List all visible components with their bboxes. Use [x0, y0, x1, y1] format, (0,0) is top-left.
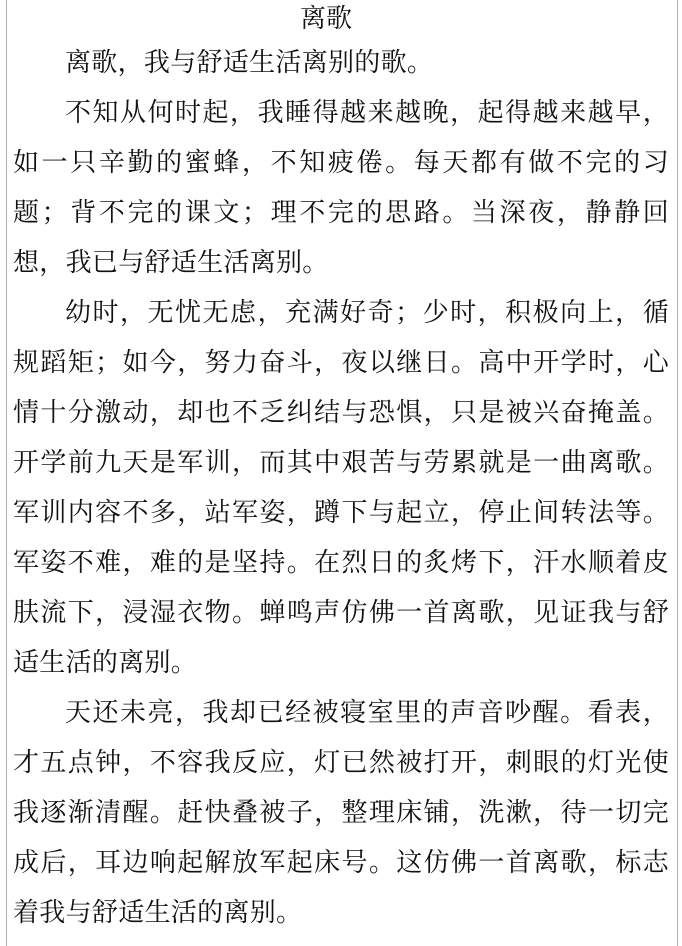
- document-body: [13, 0, 669, 938]
- document-page: [6, 0, 678, 946]
- paragraph-4: 天还未亮，我却已经被寝室里的声音吵醒。看表，才五点钟，不容我反应，灯已然被打开，刺眼的灯光使我逐渐清醒。赶快叠被子，整理床铺，洗漱，待一切完成后，耳边响起解放军起床号。这仿佛一首离歌，标志着我与舒适生活的离别。: [13, 698, 669, 928]
- paragraph-1: 离歌，我与舒适生活离别的歌。: [65, 48, 434, 78]
- paragraph-3: 幼时，无忧无虑，充满好奇；少时，积极向上，循规蹈矩；如今，努力奋斗，夜以继日。高中开学时，心情十分激动，却也不乏纠结与恐惧，只是被兴奋掩盖。开学前九天是军训，而其中艰苦与劳累就是一曲离歌。军训内容不多，站军姿，蹲下与起立，停止间转法等。军姿不难，难的是坚持。在烈日的炙烤下，汗水顺着皮肤流下，浸湿衣物。蝉鸣声仿佛一首离歌，见证我与舒适生活的离别。: [13, 298, 669, 678]
- paragraph-2: 不知从何时起，我睡得越来越晚，起得越来越早，如一只辛勤的蜜蜂，不知疲倦。每天都有做不完的习题；背不完的课文；理不完的思路。当深夜，静静回想，我已与舒适生活离别。: [13, 98, 669, 278]
- document-title: 离歌: [299, 4, 352, 34]
